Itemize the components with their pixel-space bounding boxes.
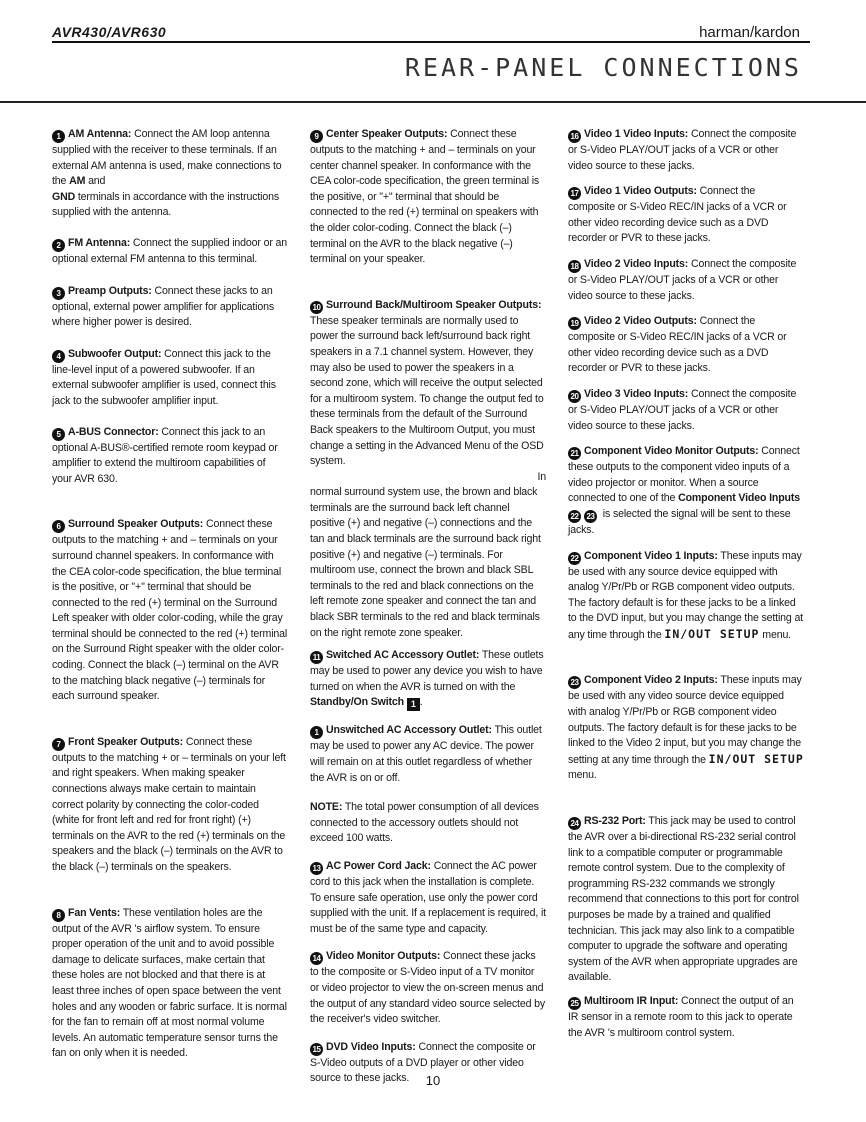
item-video2-outputs <box>568 314 804 377</box>
inout-setup-menu: IN/OUT SETUP <box>708 751 804 766</box>
item-heading: Center Speaker Outputs: <box>326 128 448 140</box>
component-inputs-ref: Component Video Inputs <box>678 492 800 505</box>
inout-setup-menu: IN/OUT SETUP <box>664 626 760 641</box>
title-rule <box>0 101 866 103</box>
item-heading: Switched AC Accessory Outlet: <box>326 649 480 662</box>
item-number: 18 <box>568 260 581 273</box>
item-text: Connect the composite or S-Video REC/IN jacks of a VCR or other video recording device such as a DVD recorder or PVR to these jacks. <box>568 315 787 375</box>
power-note <box>310 800 546 847</box>
item-number: 5 <box>52 428 65 441</box>
item-text: Connect the AM loop antenna supplied with the receiver to these terminals. If an external AM antenna is used, make connections to the <box>52 128 282 188</box>
item-number: 9 <box>310 130 323 143</box>
item-text: Connect these outputs to the matching + and – terminals on your surround channel speakers. In conformance with the CEA color-code specification, the blue terminal is the positive, or "+" terminal that should be connected to the red (+) terminal on the Surround Left speaker with older color-coding, while the gray terminal should be connected to the red (+) terminal on the Surround Right speaker with the older color-coding. Connect the black (–) terminal on the AVR to the matching black negative (–) terminals for each surround speaker. <box>52 518 288 703</box>
item-heading: Multiroom IR Input: <box>584 994 679 1007</box>
item-number: 4 <box>52 350 65 363</box>
item-number: 21 <box>568 447 581 460</box>
item-text: Connect the supplied indoor or an optional external FM antenna to this terminal. <box>52 236 287 265</box>
item-heading: Preamp Outputs: <box>68 284 152 297</box>
item-fan-vents <box>52 906 288 1062</box>
item-heading: Component Video 2 Inputs: <box>584 674 718 687</box>
callout-number: 23 <box>584 510 597 523</box>
item-number: 19 <box>568 317 581 330</box>
note-label: NOTE: <box>310 801 343 814</box>
item-heading: Video Monitor Outputs: <box>326 950 441 963</box>
item-number: 17 <box>568 187 581 200</box>
column-2 <box>310 127 546 1087</box>
item-text: These inputs may be used with any video source device equipped with analog Y/Pr/Pb or RGB component video outputs. The factory default is for these jacks to be linked to the Video 2 input, but you may change the setting at any time through the <box>568 674 802 766</box>
item-heading: Video 3 Video Inputs: <box>584 387 689 400</box>
item-text: These speaker terminals are normally used to power the surround back left/surround back right speakers in a 7.1 channel system. However, they may also be used to power the speakers in a second zone, which will receive the output selected for a multiroom system. To change the output fed to these terminals from the default of the Surround Back speakers to the Multiroom Output, you must change a setting in the Advanced Menu of the OSD system. <box>310 314 544 468</box>
item-number: 8 <box>52 909 65 922</box>
column-3 <box>568 127 804 1041</box>
item-heading: Component Video Monitor Outputs: <box>584 445 759 458</box>
item-text-end: menu. <box>762 628 791 641</box>
item-text: This jack may be used to control the AVR over a bi-directional RS-232 serial control link to a compatible computer or programmable remote control system. Due to the complexity of programming RS-232 commands we strongly recommend that connections to this port for control purposes be made by a trained and qualified technician. This jack may also link to a compatible computer to upgrade the software and operating system of the AVR when appropriate upgrades are available. <box>568 815 799 984</box>
item-heading: AC Power Cord Jack: <box>326 859 431 872</box>
item-text: Connect these outputs to the matching + or – terminals on your left and right speakers. When making speaker connections always make certain to maintain correct polarity by connecting the color-coded (white for front left and red for front right) (+) terminals on the AVR to the red (+) terminals on the speakers and the black (–) terminals on the AVR to the black (–) terminals on the speakers. <box>52 735 286 873</box>
item-subwoofer-output <box>52 347 288 410</box>
item-text-end: is selected the signal will be sent to these jacks. <box>568 507 791 536</box>
item-abus-connector <box>52 425 288 488</box>
am-term: AM <box>69 175 86 188</box>
item-number: 22 <box>568 552 581 565</box>
item-text: Connect the AC power cord to this jack when the installation is complete. To ensure safe operation, use only the power cord supplied with the unit. If a replacement is required, it must be of the same type and capacity. <box>310 859 546 935</box>
item-heading: Front Speaker Outputs: <box>68 735 184 748</box>
item-text: This outlet may be used to power any AC device. The power will remain on at this outlet regardless of whether the AVR is on or off. <box>310 724 542 784</box>
item-number: 13 <box>310 862 323 875</box>
item-number: 1 <box>52 130 65 143</box>
item-number: 14 <box>310 952 323 965</box>
and-text: and <box>88 175 106 188</box>
item-number: 7 <box>52 738 65 751</box>
item-heading: Video 1 Video Outputs: <box>584 185 697 198</box>
item-heading: Fan Vents: <box>68 906 121 919</box>
item-heading: Surround Back/Multiroom Speaker Outputs: <box>326 298 542 311</box>
item-component-video1-inputs <box>568 549 804 644</box>
item-text-end: menu. <box>568 769 597 782</box>
item-heading: Surround Speaker Outputs: <box>68 518 204 531</box>
item-heading: Video 1 Video Inputs: <box>584 128 689 140</box>
item-text: Connect the composite or S-Video REC/IN jacks of a VCR or other video recording device such as a DVD recorder or PVR to these jacks. <box>568 185 787 245</box>
item-text: Connect the composite or S-Video outputs of a DVD player or other video source to these jacks. <box>310 1040 536 1085</box>
item-number: 10 <box>310 301 323 314</box>
section-title: REAR-PANEL CONNECTIONS <box>404 53 802 82</box>
item-surround-speaker-outputs <box>52 517 288 705</box>
item-video1-outputs <box>568 184 804 247</box>
item-text-end: terminals in accordance with the instructions supplied with the antenna. <box>52 190 279 219</box>
header-rule <box>52 41 810 43</box>
item-text: Connect the composite or S-Video PLAY/OUT jacks of a VCR or other video source to these jacks. <box>568 128 797 172</box>
item-switched-ac-outlet <box>310 648 546 711</box>
item-heading: FM Antenna: <box>68 236 131 249</box>
page-number: 10 <box>425 1073 441 1088</box>
item-text: Connect the output of an IR sensor in a remote room to this jack to operate the AVR 's multiroom control system. <box>568 994 794 1039</box>
item-heading: A-BUS Connector: <box>68 425 159 438</box>
item-ac-power-cord-jack <box>310 859 546 937</box>
item-rs232-port <box>568 814 804 986</box>
item-video3-inputs <box>568 387 804 434</box>
item-video1-inputs <box>568 127 804 174</box>
item-text: Connect these outputs to the component video inputs of a video projector or monitor. When a source connected to one of the <box>568 445 800 505</box>
header-brand: harman/kardon <box>699 24 800 41</box>
callout-square: 1 <box>407 698 420 711</box>
standby-switch-ref: Standby/On Switch <box>310 696 404 709</box>
item-text: Connect this jack to an optional A-BUS®-certified remote room keypad or amplifier to extend the multiroom capabilities of your AVR 630. <box>52 425 278 485</box>
item-heading: AM Antenna: <box>68 128 132 140</box>
item-component-monitor-outputs <box>568 444 804 538</box>
item-number: 16 <box>568 130 581 143</box>
item-video2-inputs <box>568 257 804 304</box>
item-number: 1 <box>310 726 323 739</box>
item-text: Connect these jacks to an optional, external power amplifier for applications where higher power is desired. <box>52 284 275 329</box>
item-number: 24 <box>568 817 581 830</box>
item-number: 2 <box>52 239 65 252</box>
item-heading: Subwoofer Output: <box>68 347 162 360</box>
item-video-monitor-outputs <box>310 949 546 1027</box>
item-text: These inputs may be used with any source device equipped with analog Y/Pr/Pb or RGB component video outputs. The factory default is for these jacks to be a linked to the DVD input, but you may change the setting at any time through the <box>568 549 803 641</box>
item-number: 25 <box>568 997 581 1010</box>
item-multiroom-ir-input <box>568 994 804 1041</box>
item-text: Connect the composite or S-Video PLAY/OUT jacks of a VCR or other video source to these jacks. <box>568 257 797 302</box>
item-text: These ventilation holes are the output of the AVR 's airflow system. To ensure proper operation of the unit and to avoid possible damage to delicate surfaces, make certain that these holes are not blocked and that there is at least three inches of open space between the vent holes and any wooden or fabric surface. It is normal for the fan to remain off at most normal volume levels. An automatic temperature sensor turns the fan on only when it is needed. <box>52 906 287 1060</box>
item-number: 6 <box>52 520 65 533</box>
item-heading: Component Video 1 Inputs: <box>584 549 718 562</box>
header-model: AVR430/AVR630 <box>52 24 167 40</box>
item-number: 11 <box>310 651 323 664</box>
callout-number: 22 <box>568 510 581 523</box>
item-unswitched-ac-outlet <box>310 723 546 786</box>
item-text-end: . <box>419 696 423 709</box>
item-text: Connect the composite or S-Video PLAY/OUT jacks of a VCR or other video source to these jacks. <box>568 387 797 432</box>
item-preamp-outputs <box>52 284 288 331</box>
item-center-speaker-outputs <box>310 127 546 268</box>
item-am-antenna <box>52 127 288 221</box>
item-component-video2-inputs <box>568 673 804 784</box>
in-word: In <box>537 470 546 483</box>
item-text: Connect this jack to the line-level input of a powered subwoofer. If an external subwoofer amplifier is used, connect this jack to the subwoofer amplifier input. <box>52 347 276 407</box>
item-number: 3 <box>52 287 65 300</box>
column-1 <box>52 127 288 1062</box>
item-heading: Video 2 Video Outputs: <box>584 315 697 328</box>
item-text: Connect these outputs to the matching + and – terminals on your center channel speaker. In conformance with the CEA color-code specification, the green terminal is the positive, or "+" terminal that should be connected to the red (+) terminal on speakers with the older color-coding. Connect the black (–) terminal on the AVR to the black negative (–) terminal on your speaker. <box>310 128 540 266</box>
item-number: 23 <box>568 676 581 689</box>
item-number: 20 <box>568 390 581 403</box>
item-text: Connect these jacks to the composite or S-Video input of a TV monitor or video projector to view the on-screen menus and the output of any standard video source selected by the receiver's video switcher. <box>310 950 545 1026</box>
item-heading: Unswitched AC Accessory Outlet: <box>326 724 492 737</box>
gnd-term: GND <box>52 190 76 203</box>
item-surround-back-continued: normal surround system use, the brown and black terminals are the surround back left channel positive (+) and negative (–) connections and the tan and black terminals are the surround back right positive (+) and negative (–) terminals. For multiroom use, connect the brown and black SBL terminals to the red and black connections on the left remote zone speaker and connect the tan and black SBR terminals to the red and black terminals on the right remote zone speaker. <box>310 486 541 639</box>
item-heading: DVD Video Inputs: <box>326 1040 416 1053</box>
item-surround-back-outputs <box>310 298 546 470</box>
item-number: 15 <box>310 1043 323 1056</box>
item-heading: Video 2 Video Inputs: <box>584 257 689 270</box>
item-front-speaker-outputs <box>52 735 288 876</box>
note-text: The total power consumption of all devices connected to the accessory outlets should not exceed 100 watts. <box>310 801 539 845</box>
item-heading: RS-232 Port: <box>584 815 646 828</box>
item-text: These outlets may be used to power any device you wish to have turned on when the AVR is turned on with the <box>310 649 544 693</box>
item-fm-antenna <box>52 236 288 268</box>
